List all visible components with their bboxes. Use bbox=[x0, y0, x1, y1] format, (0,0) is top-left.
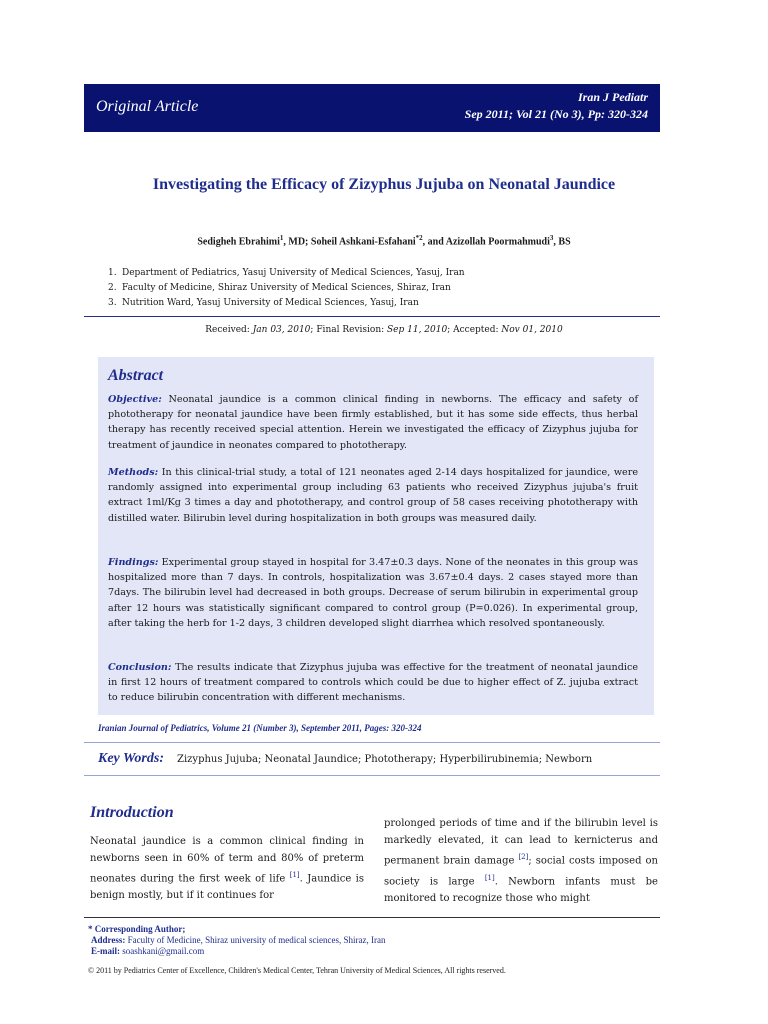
abstract-methods bbox=[108, 465, 638, 526]
reference-link[interactable]: [1] bbox=[484, 873, 495, 882]
received-date: Jan 03, 2010 bbox=[252, 325, 311, 335]
author-address bbox=[88, 935, 386, 946]
affiliation-text: Department of Pediatrics, Yasuj University of Medical Sciences, Yasuj, Iran bbox=[122, 268, 465, 278]
received-label: Received: bbox=[205, 325, 253, 335]
accepted-label: ; Accepted: bbox=[447, 325, 502, 335]
conclusion-text: The results indicate that Zizyphus jujuba was effective for the treatment of neonatal jaundice in first 12 hours of treatment compared to controls which could be due to higher effect of Z. jujuba extract to reduce bilirubin concentration with different mechanisms. bbox=[108, 662, 638, 704]
divider bbox=[84, 316, 660, 317]
author-name: Soheil Ashkani-Esfahani bbox=[310, 236, 416, 248]
affiliation-number: 3. bbox=[108, 298, 117, 308]
journal-name: Iran J Pediatr bbox=[577, 90, 648, 104]
journal-info bbox=[465, 89, 648, 123]
corresponding-author bbox=[88, 924, 386, 957]
article-dates bbox=[0, 325, 768, 335]
keywords-label: Key Words: bbox=[98, 751, 164, 766]
copyright-notice: © 2011 by Pediatrics Center of Excellence, Children's Medical Center, Tehran University of Medical Sciences, All rights reserved. bbox=[88, 966, 506, 975]
affiliation-number: 1. bbox=[108, 268, 117, 278]
objective-label: Objective: bbox=[108, 394, 162, 405]
intro-text: Neonatal jaundice is a common clinical finding in newborns seen in 60% of term and 80% of preterm neonates during the first week of life bbox=[90, 836, 364, 885]
abstract-objective bbox=[108, 392, 638, 453]
reference-link[interactable]: [1] bbox=[289, 871, 300, 879]
journal-issue: Sep 2011; Vol 21 (No 3), Pp: 320-324 bbox=[464, 107, 648, 121]
affiliation-item bbox=[108, 281, 465, 296]
address-label: Address: bbox=[91, 935, 126, 945]
author-sup: 3 bbox=[549, 234, 554, 242]
author-name: Azizollah Poormahmudi bbox=[445, 236, 550, 248]
findings-label: Findings: bbox=[108, 557, 159, 568]
abstract-box bbox=[98, 357, 654, 715]
author-suffix: , MD; bbox=[283, 236, 311, 248]
revision-date: Sep 11, 2010 bbox=[387, 325, 448, 335]
conclusion-label: Conclusion: bbox=[108, 662, 172, 673]
intro-text: prolonged periods of time and if the bilirubin level is markedly elevated, it can lead to kernicterus and permanent brain damage bbox=[384, 818, 658, 867]
intro-text: . Jaundice is benign mostly, but if it continues for bbox=[90, 873, 365, 901]
objective-text: Neonatal jaundice is a common clinical finding in newborns. The efficacy and safety of phototherapy for neonatal jaundice have been firmly established, but it has some side effects, thus herbal therapy has recently received special attention. Herein we investigated the efficacy of Zizyphus jujuba for treatment of jaundice in neonates compared to phototherapy. bbox=[108, 394, 638, 451]
findings-text: Experimental group stayed in hospital for 3.47±0.3 days. None of the neonates in this group was hospitalized more than 7 days. In controls, hospitalization was 3.67±0.4 days. 2 cases stayed more than 7days. The bilirubin level had decreased in both groups. Decrease of serum bilirubin in experimental group after 12 hours was statistically significant compared to control group (P=0.026). In experimental group, after taking the herb for 1-2 days, 3 children developed slight diarrhea which resolved spontaneously. bbox=[108, 557, 638, 629]
article-title: Investigating the Efficacy of Zizyphus Jujuba on Neonatal Jaundice bbox=[152, 176, 616, 193]
methods-label: Methods: bbox=[108, 467, 159, 478]
author-suffix: , and bbox=[422, 236, 446, 248]
article-type: Original Article bbox=[96, 98, 199, 115]
footer-divider bbox=[84, 917, 660, 918]
methods-text: In this clinical-trial study, a total of 121 neonates aged 2-14 days hospitalized for jaundice, were randomly assigned into experimental group including 63 patients who received Zizyphus jujuba's fruit extract 1ml/Kg 3 times a day and phototherapy, and control group of 58 cases receiving phototherapy with distilled water. Bilirubin level during hospitalization in both groups was measured daily. bbox=[108, 467, 638, 524]
affiliation-text: Nutrition Ward, Yasuj University of Medical Sciences, Yasuj, Iran bbox=[122, 298, 419, 308]
journal-citation: Iranian Journal of Pediatrics, Volume 21 (Number 3), September 2011, Pages: 320-324 bbox=[98, 723, 422, 733]
affiliation-item bbox=[108, 266, 465, 281]
revision-label: ; Final Revision: bbox=[310, 325, 388, 335]
journal-banner bbox=[84, 84, 660, 132]
author-suffix: , BS bbox=[553, 236, 571, 248]
accepted-date: Nov 01, 2010 bbox=[501, 325, 563, 335]
keywords-bar bbox=[84, 742, 660, 776]
author-name: Sedigheh Ebrahimi bbox=[197, 236, 280, 248]
author-list bbox=[0, 234, 768, 247]
affiliation-item bbox=[108, 296, 465, 311]
author-sup: 1 bbox=[279, 234, 284, 242]
affiliation-list bbox=[108, 266, 465, 311]
intro-column-1 bbox=[90, 834, 364, 904]
author-email bbox=[88, 946, 386, 957]
intro-column-2 bbox=[384, 816, 658, 907]
affiliation-number: 2. bbox=[108, 283, 117, 293]
reference-link[interactable]: [2] bbox=[518, 853, 529, 861]
affiliation-text: Faculty of Medicine, Shiraz University of Medical Sciences, Shiraz, Iran bbox=[122, 283, 451, 293]
email-link[interactable]: soashkani@gmail.com bbox=[120, 946, 205, 956]
intro-text: ; social costs imposed on society is large bbox=[384, 855, 658, 888]
address-text: Faculty of Medicine, Shiraz university of medical sciences, Shiraz, Iran bbox=[125, 935, 386, 945]
abstract-conclusion bbox=[108, 660, 638, 706]
author-sup: *2 bbox=[415, 234, 423, 242]
abstract-heading: Abstract bbox=[108, 367, 164, 384]
intro-text: . Newborn infants must be monitored to recognize those who might bbox=[384, 876, 658, 904]
email-label: E-mail: bbox=[91, 946, 120, 956]
keywords-text: Zizyphus Jujuba; Neonatal Jaundice; Phototherapy; Hyperbilirubinemia; Newborn bbox=[177, 754, 593, 765]
corresponding-label: * Corresponding Author; bbox=[88, 924, 186, 934]
abstract-findings bbox=[108, 555, 638, 631]
introduction-heading: Introduction bbox=[90, 804, 174, 821]
